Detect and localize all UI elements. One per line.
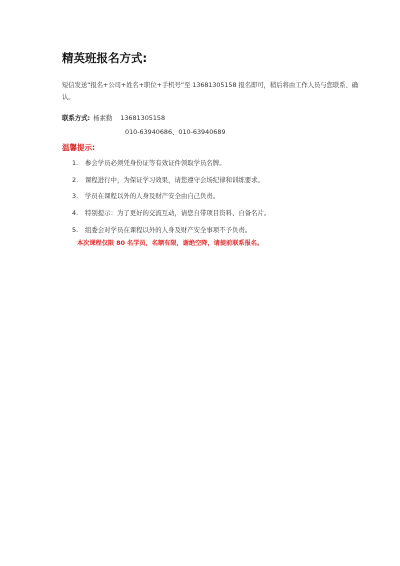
tip-number: 4. bbox=[72, 209, 79, 218]
contact-name: 杨素勤 bbox=[93, 114, 113, 122]
tip-number: 2. bbox=[72, 175, 79, 184]
tips-list bbox=[72, 157, 372, 240]
tip-number: 1. bbox=[72, 159, 79, 167]
tip-item bbox=[72, 190, 372, 207]
tip-text: 组委会对学员在课程以外的人身及财产安全事项不予负责。 bbox=[85, 225, 252, 234]
tip-text: 学员在课程以外的人身及财产安全由自己负责。 bbox=[85, 192, 220, 201]
tip-text: 课程进行中，为保证学习效果，请您遵守会场纪律和训练要求。 bbox=[85, 175, 264, 184]
contact-line bbox=[62, 112, 165, 124]
contact-phones: 010-63940686、010-63940689 bbox=[125, 128, 226, 136]
contact-mobile: 13681305158 bbox=[120, 114, 166, 122]
tip-text: 参会学员必须凭身份证等有效证件领取学员名牌。 bbox=[85, 159, 226, 167]
page-title: 精英班报名方式: bbox=[62, 51, 148, 65]
contact-label: 联系方式: bbox=[62, 114, 91, 122]
tips-title: 温馨提示: bbox=[62, 143, 95, 152]
enrollment-notice: 本次课程仅限 80 名学员，名额有限，谢绝空降，请提前联系报名。 bbox=[77, 240, 264, 247]
tip-text: 特别提示：为了更好的交流互动，请您自带项目资料、自备名片。 bbox=[85, 209, 271, 218]
tip-item bbox=[72, 207, 372, 224]
tip-item bbox=[72, 174, 372, 191]
tip-number: 5. bbox=[72, 225, 79, 234]
tip-number: 3. bbox=[72, 192, 79, 201]
registration-instructions: 短信发送“报名+公司+姓名+职位+手机号”至 13681305158 报名即可，稍后将由工作人员与您联系、确认。 bbox=[62, 82, 359, 101]
tip-item bbox=[72, 157, 372, 174]
